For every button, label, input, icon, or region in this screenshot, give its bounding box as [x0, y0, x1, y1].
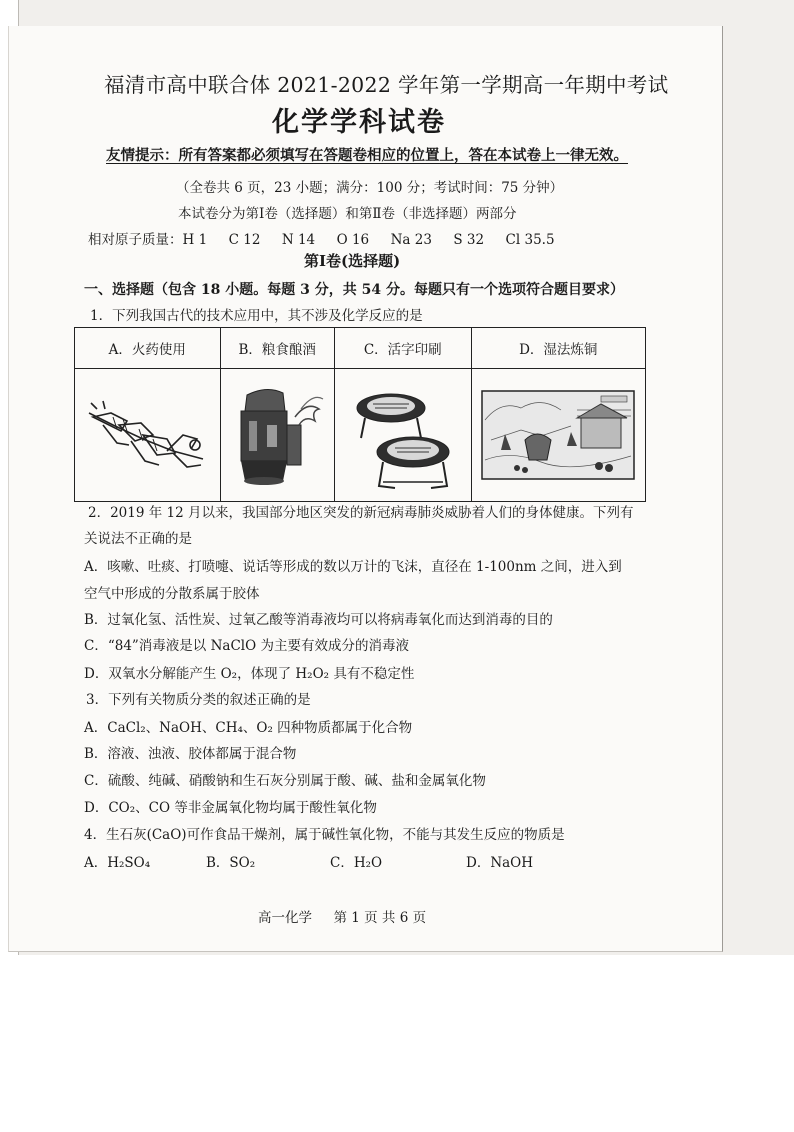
question-2-stem-line2: 关说法不正确的是	[84, 531, 192, 547]
question-4-stem: 4．生石灰(CaO)可作食品干燥剂，属于碱性氧化物，不能与其发生反应的物质是	[84, 827, 565, 843]
gunpowder-rocket-illustration	[83, 395, 211, 475]
option-b-label: B．粮食酿酒	[220, 328, 334, 369]
question-4-option-c: C．H₂O	[330, 855, 383, 871]
copper-smelting-illustration	[481, 390, 635, 480]
atomic-masses: 相对原子质量：H 1 C 12 N 14 O 16 Na 23 S 32 Cl 35.5	[88, 232, 555, 248]
question-2-option-a-line1: A．咳嗽、吐痰、打喷嚏、说话等形成的数以万计的飞沫，直径在 1-100nm 之间，进入到	[84, 559, 622, 575]
question-2-stem-line1: 2．2019 年 12 月以来，我国部分地区突发的新冠病毒肺炎威胁着人们的身体健康。下列有	[88, 505, 634, 521]
question-2-option-b: B．过氧化氢、活性炭、过氧乙酸等消毒液均可以将病毒氧化而达到消毒的目的	[84, 612, 553, 628]
section-heading: 第Ⅰ卷(选择题)	[304, 252, 401, 270]
option-a-label: A．火药使用	[75, 328, 221, 369]
subject-title: 化学学科试卷	[272, 107, 446, 138]
question-4-option-a: A．H₂SO₄	[84, 855, 151, 871]
question-3-stem: 3．下列有关物质分类的叙述正确的是	[86, 692, 311, 708]
question-2-option-a-line2: 空气中形成的分散系属于胶体	[84, 586, 260, 602]
movable-type-illustration	[343, 376, 463, 494]
page-footer: 高一化学 第 1 页 共 6 页	[258, 910, 427, 926]
exam-scope: （全卷共 6 页，23 小题；满分：100 分；考试时间：75 分钟）	[176, 180, 564, 196]
question-4-option-b: B．SO₂	[206, 855, 256, 871]
brewing-vessel-illustration	[227, 381, 327, 489]
part-heading: 一、选择题（包含 18 小题。每题 3 分，共 54 分。每题只有一个选项符合题目要求）	[84, 282, 624, 298]
question-4-option-d: D．NaOH	[466, 855, 534, 871]
notice-text: 友情提示：所有答案都必须填写在答题卷相应的位置上，答在本试卷上一律无效。	[106, 147, 628, 164]
exam-title: 福清市高中联合体 2021-2022 学年第一学期高一年期中考试	[104, 73, 669, 97]
option-d-label: D．湿法炼铜	[471, 328, 645, 369]
exam-description: 本试卷分为第Ⅰ卷（选择题）和第Ⅱ卷（非选择题）两部分	[178, 206, 517, 222]
question-1-options-table	[74, 327, 646, 502]
question-2-option-d: D．双氧水分解能产生 O₂，体现了 H₂O₂ 具有不稳定性	[84, 666, 415, 682]
question-2-option-c: C．“84”消毒液是以 NaClO 为主要有效成分的消毒液	[84, 638, 409, 654]
question-3-option-d: D．CO₂、CO 等非金属氧化物均属于酸性氧化物	[84, 800, 377, 816]
question-1-stem: 1．下列我国古代的技术应用中，其不涉及化学反应的是	[90, 308, 423, 324]
question-3-option-a: A．CaCl₂、NaOH、CH₄、O₂ 四种物质都属于化合物	[84, 720, 413, 736]
question-3-option-c: C．硫酸、纯碱、硝酸钠和生石灰分别属于酸、碱、盐和金属氧化物	[84, 773, 486, 789]
option-c-label: C．活字印刷	[334, 328, 471, 369]
question-3-option-b: B．溶液、浊液、胶体都属于混合物	[84, 746, 297, 762]
